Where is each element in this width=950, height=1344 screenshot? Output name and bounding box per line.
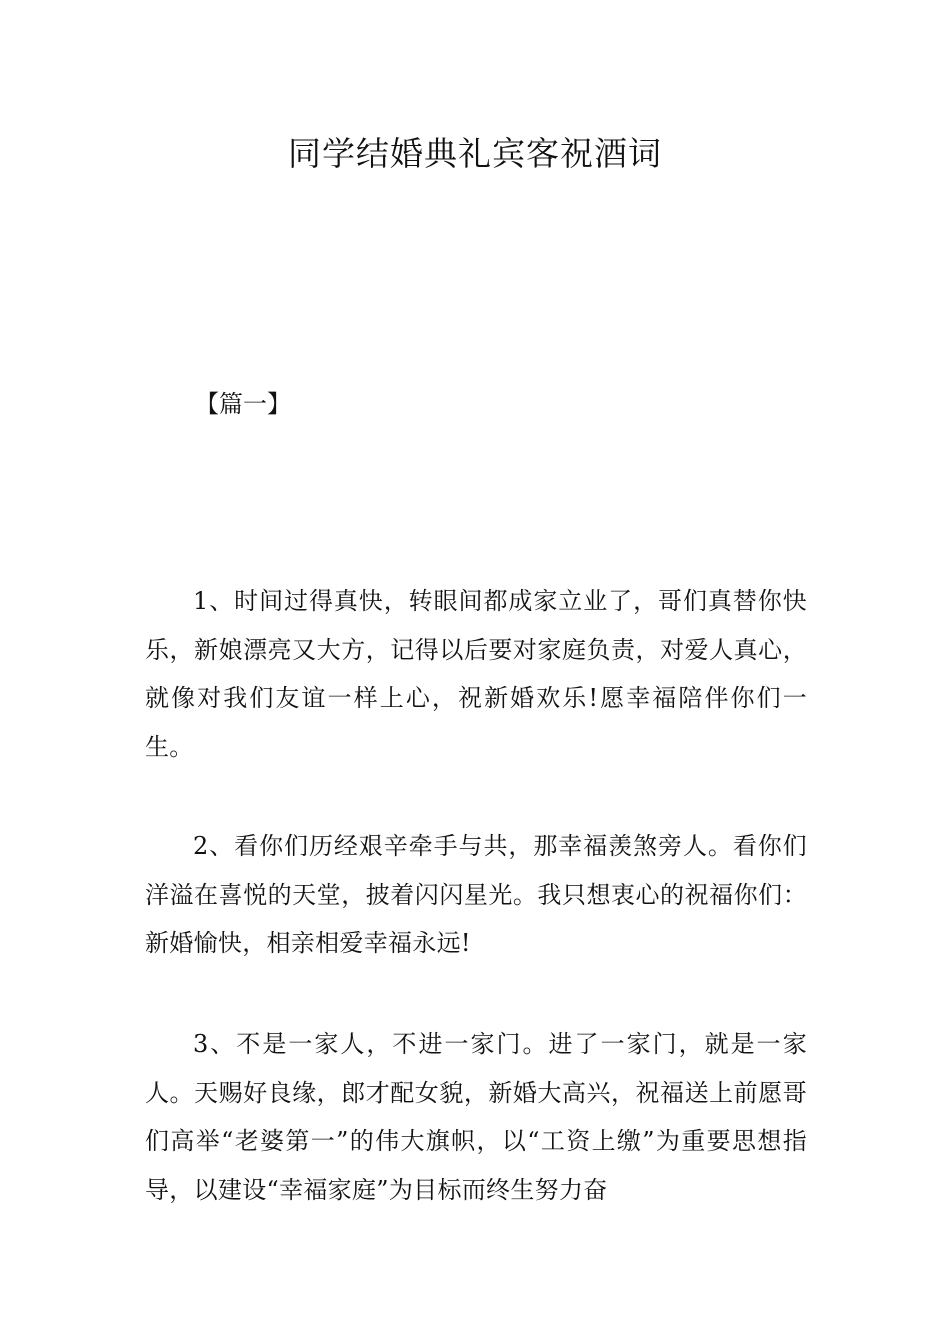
paragraph-1: 1、时间过得真快，转眼间都成家立业了，哥们真替你快乐，新娘漂亮又大方，记得以后要对家庭负责，对爱人真心，就像对我们友谊一样上心，祝新婚欢乐!愿幸福陪伴你们一生。: [145, 587, 807, 761]
section-heading: 【篇一】: [195, 390, 291, 418]
document-title: 同学结婚典礼宾客祝酒词: [288, 134, 662, 173]
paragraph-3: 3、不是一家人，不进一家门。进了一家门，就是一家人。天赐好良缘，郎才配女貌，新婚大高兴，祝福送上前愿哥们高举“老婆第一”的伟大旗帜，以“工资上缴”为重要思想指导，以建设“幸福家庭”为目标而终生努力奋: [145, 1030, 807, 1204]
paragraph-2: 2、看你们历经艰辛牵手与共，那幸福羡煞旁人。看你们洋溢在喜悦的天堂，披着闪闪星光。我只想衷心的祝福你们：新婚愉快，相亲相爱幸福永远!: [145, 832, 807, 957]
